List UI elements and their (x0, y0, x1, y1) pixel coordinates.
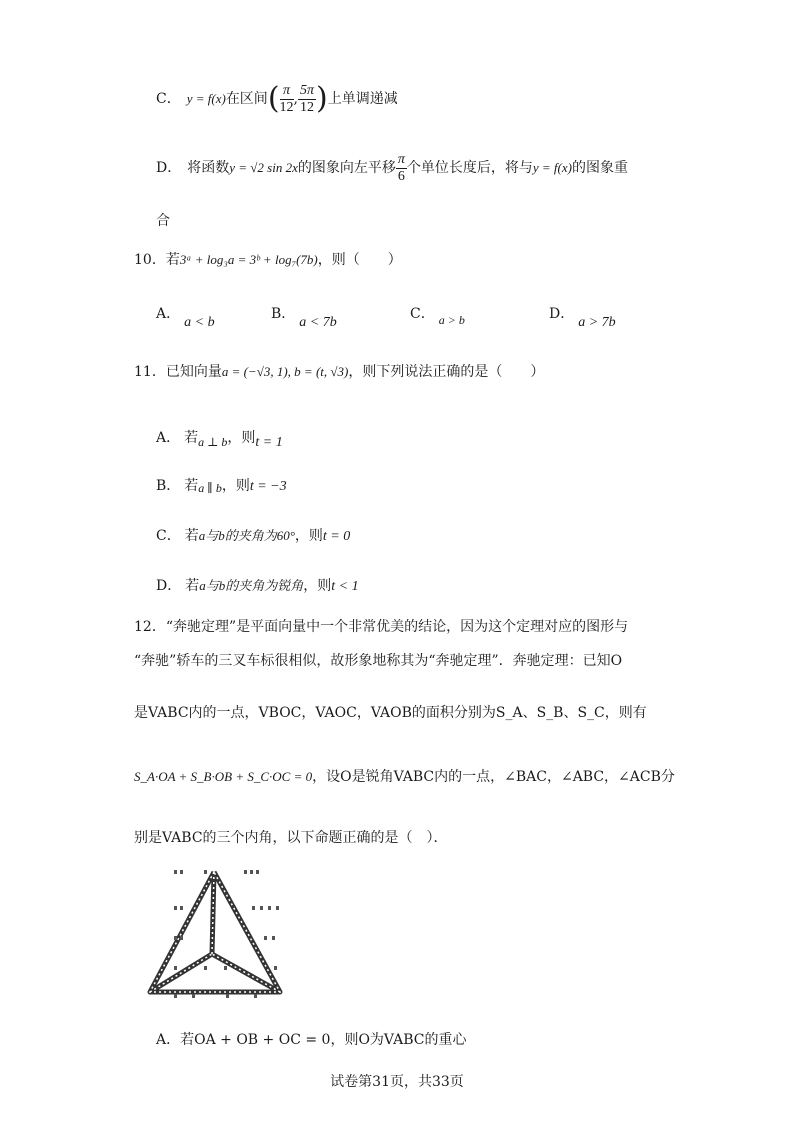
option-text: 在区间 (225, 91, 268, 107)
interval-start-fraction (280, 83, 294, 116)
function-expr: y = f(x) (186, 91, 226, 106)
option-result: t = 0 (322, 529, 351, 544)
question-12-line-2: “奔驰”轿车的三叉车标很相似，故形象地称其为“奔驰定理”．奔驰定理：已知O (134, 653, 623, 669)
fraction-denominator: 12 (299, 99, 314, 115)
question-text: ，设O是锐角VABC内的一点，∠BAC，∠ABC，∠ACB分 (312, 769, 675, 785)
interval-end-fraction (298, 83, 316, 116)
option-condition: a与b的夹角为60° (198, 528, 295, 543)
option-label: B． (271, 306, 296, 322)
option-text: 若 (184, 528, 199, 544)
fraction-denominator: 12 (279, 99, 294, 115)
option-result: t = −3 (249, 479, 287, 494)
option-condition: a ⊥ b (198, 435, 228, 449)
option-label: C． (156, 91, 181, 107)
option-value: a > 7b (578, 315, 616, 330)
option-d-continuation: 合 (156, 213, 170, 229)
option-text: 若 (184, 430, 199, 446)
question-12-option-a[interactable]: A．若OA + OB + OC = 0，则O为VABC的重心 (156, 1032, 467, 1048)
option-result: t < 1 (331, 579, 359, 594)
option-text: 若 (185, 578, 200, 594)
option-c-line (156, 82, 398, 116)
question-10-stem (134, 250, 402, 270)
option-value: a < 7b (299, 315, 337, 330)
option-text: 将函数 (187, 160, 230, 176)
question-text: ，则（ ） (317, 252, 402, 268)
fraction-denominator: 6 (397, 168, 405, 184)
option-text: 若 (184, 478, 199, 494)
function-expr: y = √2 sin 2x (229, 160, 298, 175)
q11-option-c[interactable] (156, 526, 350, 547)
option-label: C． (410, 306, 435, 322)
option-text: ，则 (227, 430, 256, 446)
option-text: ，则 (221, 478, 250, 494)
q10-option-b[interactable] (271, 304, 337, 330)
option-result: t = 1 (255, 435, 283, 450)
q11-option-d[interactable] (156, 576, 359, 597)
question-12-line-4 (134, 767, 675, 787)
option-condition: a与b的夹角为锐角 (199, 578, 304, 593)
right-paren: ) (316, 81, 328, 116)
page-footer: 试卷第31页，共33页 (330, 1074, 464, 1090)
fraction-numerator: 5π (299, 82, 314, 98)
option-label: C． (156, 528, 181, 544)
fraction-numerator: π (397, 151, 405, 167)
vector-definition: a = (−√3, 1), b = (t, √3) (221, 364, 349, 379)
comma: , (293, 91, 298, 107)
q10-option-d[interactable] (549, 304, 616, 330)
option-text: 上单调递减 (327, 91, 398, 107)
question-11-stem (134, 362, 544, 382)
question-12-line-1: 12．“奔驰定理”是平面向量中一个非常优美的结论，因为这个定理对应的图形与 (134, 619, 629, 635)
option-text: 个单位长度后，将与 (406, 160, 533, 176)
option-text: 的图象重 (571, 160, 628, 176)
option-value: a > b (438, 313, 465, 327)
question-text: 10．若 (134, 252, 180, 268)
option-label: D． (549, 306, 575, 322)
equation: 3ᵃ + log₃a = 3ᵇ + log₇(7b) (179, 252, 318, 267)
question-text: 11．已知向量 (134, 364, 222, 380)
q11-option-b[interactable] (156, 476, 287, 497)
question-12-line-3: 是VABC内的一点，VBOC，VAOC，VAOB的面积分别为S_A、S_B、S_C，则有 (134, 705, 647, 721)
question-12-line-5: 别是VABC的三个内角，以下命题正确的是（ ）． (134, 830, 448, 846)
option-label: A． (156, 430, 181, 446)
option-label: D． (156, 160, 182, 176)
fraction-numerator: π (280, 83, 294, 100)
option-text: ，则 (303, 578, 332, 594)
shift-fraction (396, 152, 407, 185)
question-text: ，则下列说法正确的是（ ） (348, 364, 545, 380)
benz-triangle-figure (144, 866, 294, 1002)
left-paren: ( (267, 81, 280, 116)
option-text: 的图象向左平移 (297, 160, 396, 176)
q11-option-a[interactable] (156, 428, 283, 449)
q10-option-a[interactable] (156, 304, 215, 330)
option-text: ，则 (294, 528, 323, 544)
option-label: B． (156, 478, 181, 494)
option-label: D． (156, 578, 182, 594)
option-d-line (156, 150, 628, 186)
function-expr: y = f(x) (532, 160, 572, 175)
option-label: A． (156, 306, 181, 322)
q10-option-c[interactable] (410, 304, 465, 327)
option-condition: a ∥ b (198, 481, 222, 495)
benz-theorem-equation: S_A·OA + S_B·OB + S_C·OC = 0 (134, 769, 313, 784)
option-value: a < b (184, 315, 215, 330)
